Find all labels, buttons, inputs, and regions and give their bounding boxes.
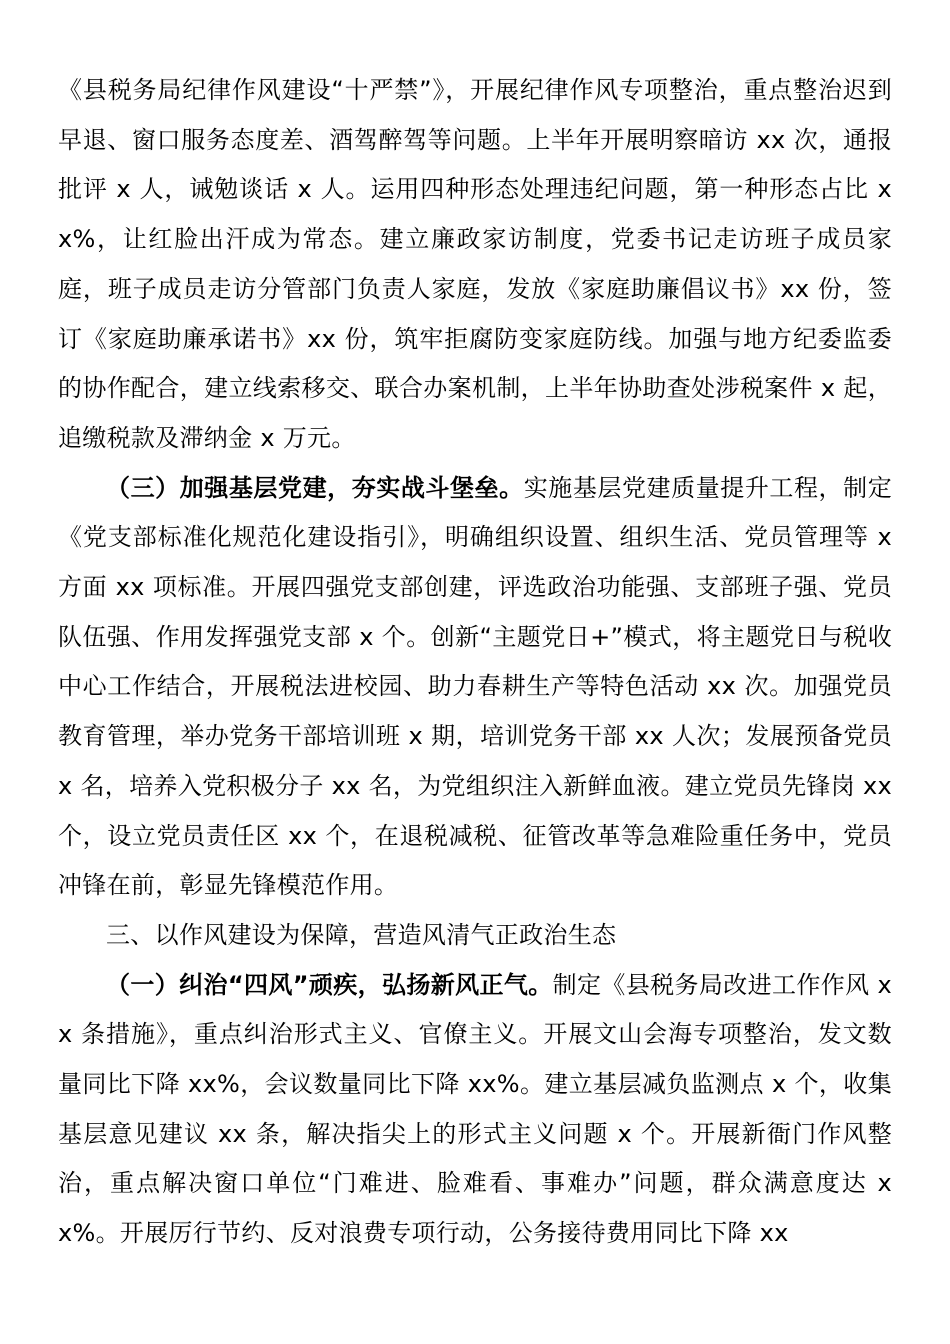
section-heading: （三）加强基层党建，夯实战斗堡垒。 [106, 473, 524, 502]
paragraph-text: 《县税务局纪律作风建设“十严禁”》，开展纪律作风专项整治，重点整治迟到早退、窗口服务态度差、酒驾醉驾等问题。上半年开展明察暗访 xx 次，通报批评 x 人，诫勉谈话 x 人。运用四种形态处理违纪问题，第一种形态占比 xx%，让红脸出汗成为常态。建立廉政家访制度，党委书记走访班子成员家庭，班子成员走访分管部门负责人家庭，发放《家庭助廉倡议书》xx 份，签订《家庭助廉承诺书》xx 份，筑牢拒腐防变家庭防线。加强与地方纪委监委的协作配合，建立线索移交、联合办案机制，上半年协助查处涉税案件 x 起，追缴税款及滞纳金 x 万元。 [58, 76, 892, 452]
paragraph-four-winds [58, 961, 892, 1259]
paragraph-discipline [58, 66, 892, 464]
section-title-text: 三、以作风建设为保障，营造风清气正政治生态 [106, 920, 617, 949]
section-heading: （一）纠治“四风”顽疾，弘扬新风正气。 [106, 970, 553, 999]
section-title-work-style [58, 911, 892, 961]
paragraph-text: 制定《县税务局改进工作作风 xx 条措施》，重点纠治形式主义、官僚主义。开展文山会海专项整治，发文数量同比下降 xx%，会议数量同比下降 xx%。建立基层减负监测点 x 个，收集基层意见建议 xx 条，解决指尖上的形式主义问题 x 个。开展新衙门作风整治，重点解决窗口单位“门难进、脸难看、事难办”问题，群众满意度达 xx%。开展厉行节约、反对浪费专项行动，公务接待费用同比下降 xx [58, 970, 892, 1248]
paragraph-grassroots-party [58, 464, 892, 911]
paragraph-text: 实施基层党建质量提升工程，制定《党支部标准化规范化建设指引》，明确组织设置、组织生活、党员管理等 x 方面 xx 项标准。开展四强党支部创建，评选政治功能强、支部班子强、党员队伍强、作用发挥强党支部 x 个。创新“主题党日+”模式，将主题党日与税收中心工作结合，开展税法进校园、助力春耕生产等特色活动 xx 次。加强党员教育管理，举办党务干部培训班 x 期，培训党务干部 xx 人次；发展预备党员 x 名，培养入党积极分子 xx 名，为党组织注入新鲜血液。建立党员先锋岗 xx 个，设立党员责任区 xx 个，在退税减税、征管改革等急难险重任务中，党员冲锋在前，彰显先锋模范作用。 [58, 473, 892, 900]
